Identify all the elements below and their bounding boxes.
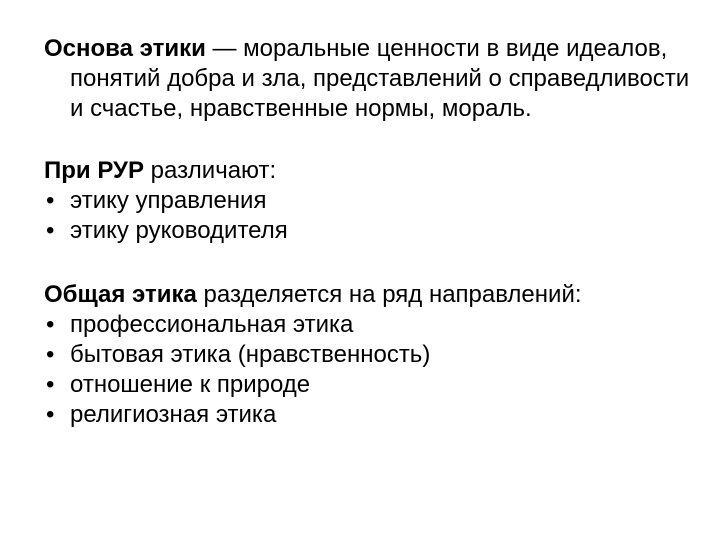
list-item-text: религиозная этика: [70, 401, 277, 428]
bullet-icon: •: [46, 341, 55, 368]
bullet-icon: •: [46, 311, 55, 338]
list-item-text: этику управления: [70, 187, 267, 214]
definition-text: — моральные ценности в виде идеалов, понятий добра и зла, представлений о справедливости и счастье, нравственные нормы, мораль.: [70, 35, 690, 122]
list-item: [44, 400, 704, 430]
list-item: [44, 310, 704, 340]
general-text: разделяется на ряд направлений:: [196, 281, 582, 308]
rur-term: При РУР: [44, 157, 144, 184]
list-item: [44, 370, 704, 400]
bullet-icon: •: [46, 401, 55, 428]
list-item-text: отношение к природе: [70, 371, 311, 398]
general-term: Общая этика: [44, 281, 197, 308]
bullet-icon: •: [46, 217, 55, 244]
list-item-text: профессиональная этика: [70, 311, 354, 338]
spacer: [44, 124, 704, 156]
list-item-text: этику руководителя: [70, 217, 288, 244]
list-item: [44, 340, 704, 370]
slide-content: [44, 34, 704, 430]
general-heading: [44, 280, 704, 310]
bullet-icon: •: [46, 371, 55, 398]
definition-paragraph: [44, 34, 704, 124]
list-item-text: бытовая этика (нравственность): [70, 341, 431, 368]
list-item: [44, 186, 704, 216]
spacer: [44, 246, 704, 280]
list-item: [44, 216, 704, 246]
rur-text: различают:: [143, 157, 277, 184]
definition-term: Основа этики: [44, 35, 206, 62]
rur-heading: [44, 156, 704, 186]
bullet-icon: •: [46, 187, 55, 214]
